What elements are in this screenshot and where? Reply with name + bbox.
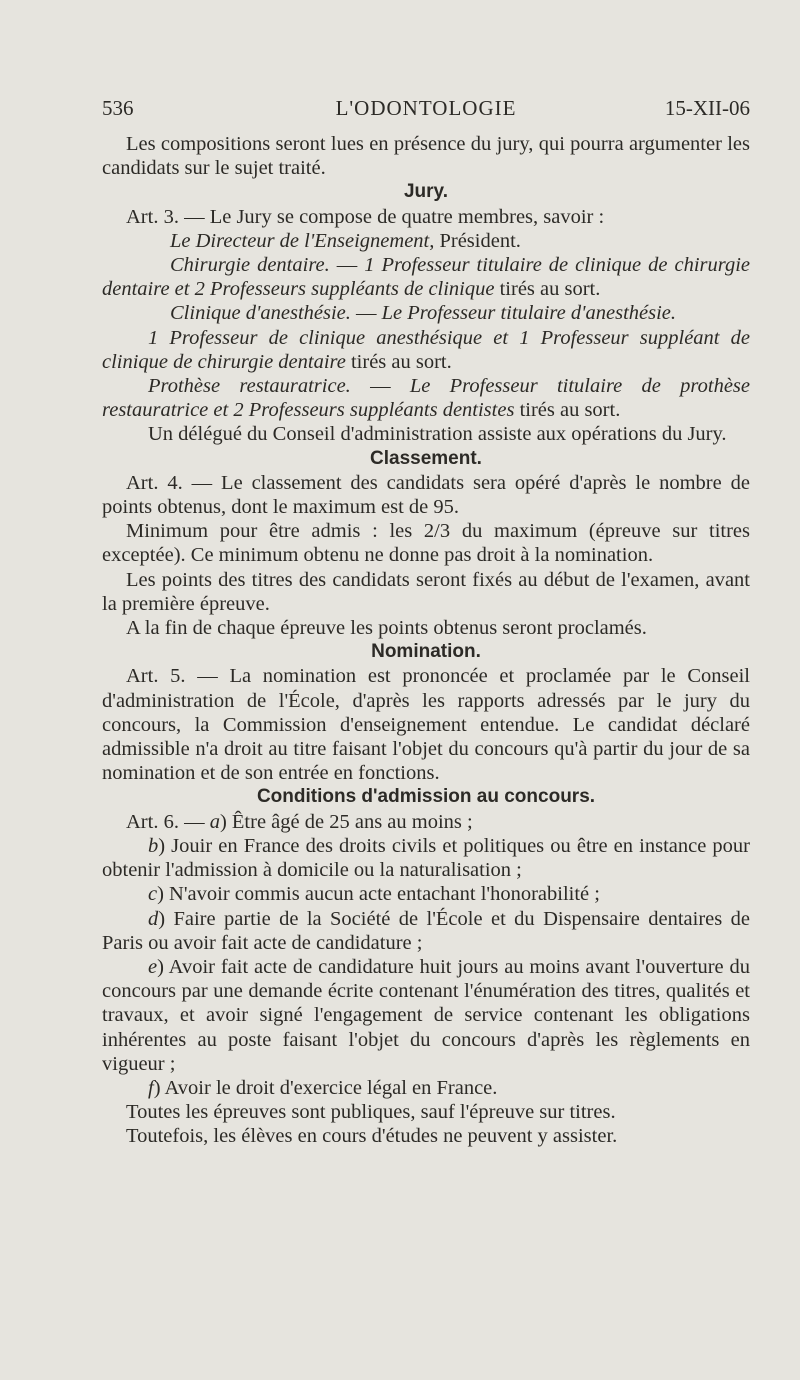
running-header [102,96,750,126]
condition-d [102,907,750,955]
condition-text: ) Avoir le droit d'exercice légal en France. [153,1076,498,1099]
jury-anesthesie-2 [102,326,750,374]
intro-paragraph: Les compositions seront lues en présence du jury, qui pourra argumenter les candidats sur le sujet traité. [102,133,750,180]
article-3: Art. 3. — Le Jury se compose de quatre membres, savoir : [126,205,605,228]
chirurgie-members: 1 Professeur titulaire de clinique de chirurgie dentaire et 2 Professeurs suppléants de clinique [102,254,751,301]
president-title: Président. [434,229,521,252]
jury-president [102,229,750,253]
anesthesie-members-2: 1 Professeur de clinique anesthésique et 1 Professeur suppléant de clinique de chirurgie dentaire [102,326,750,373]
jury-anesthesie [102,301,750,325]
condition-text: ) Avoir fait acte de candidature huit jours au moins avant l'ouverture du concours par une demande écrite contenant l'énumération des titres, qualités et travaux, et avoir signé l'engagement de service contenant les obligations inhérentes au poste faisant l'objet du concours d'après les règlements en vigueur ; [102,955,750,1075]
condition-text: ) Faire partie de la Société de l'École et du Dispensaire dentaires de Paris ou avoir fait acte de candidature ; [102,907,750,954]
minimum-paragraph: Minimum pour être admis : les 2/3 du maximum (épreuve sur titres exceptée). Ce minimum obtenu ne donne pas droit à la nomination. [102,520,750,567]
students-paragraph: Toutefois, les élèves en cours d'études ne peuvent y assister. [126,1125,618,1148]
anesthesie-sep: — [350,302,382,325]
proclamation-paragraph: A la fin de chaque épreuve les points obtenus seront proclamés. [126,617,647,640]
prothese-members: Le Professeur titulaire de prothèse restauratrice et 2 Professeurs suppléants dentistes [102,375,751,422]
article-5: Art. 5. — La nomination est prononcée et proclamée par le Conseil d'administration de l'École, d'après les rapports adressés par le jury du concours, la Commission d'enseignement entendue. Le candidat déclaré admissible n'a droit au titre faisant l'objet du concours qu'à partir du jour de sa nomination et de son entrée en fonctions. [102,665,750,785]
condition-text: ) Jouir en France des droits civils et politiques ou être en instance pour obtenir l'admission à domicile ou la naturalisation ; [102,834,750,882]
titres-paragraph: Les points des titres des candidats seront fixés au début de l'examen, avant la première épreuve. [102,568,750,615]
condition-letter: b [148,834,159,857]
condition-f [102,1076,750,1100]
section-heading-nomination: Nomination. [371,641,481,663]
condition-c [102,882,750,906]
anesthesie-member: Le Professeur titulaire d'anesthésie. [381,302,677,325]
condition-letter: c [148,883,158,906]
jury-delegate: Un délégué du Conseil d'administration assiste aux opérations du Jury. [148,423,727,446]
issue-date: 15-XII-06 [664,96,750,120]
condition-text: ) N'avoir commis aucun acte entachant l'honorabilité ; [157,883,600,906]
journal-title: L'ODONTOLOGIE [335,96,517,120]
condition-letter: a [209,810,220,833]
section-heading-classement: Classement. [370,447,482,469]
page-number: 536 [102,96,134,120]
chirurgie-label: Chirurgie dentaire. [170,254,330,277]
section-heading-jury: Jury. [403,181,448,203]
anesthesie-label: Clinique d'anesthésie. [170,302,351,325]
condition-e [102,955,750,1076]
anesthesie-tail: tirés au sort. [345,350,452,373]
condition-b [102,834,750,882]
jury-chirurgie [102,253,750,301]
article-4: Art. 4. — Le classement des candidats sera opéré d'après le nombre de points obtenus, dont le maximum est de 95. [102,471,750,519]
condition-a [102,810,750,834]
condition-letter: e [148,955,158,978]
prothese-tail: tirés au sort. [514,399,621,422]
prothese-label: Prothèse restauratrice. [148,375,351,398]
chirurgie-sep: — [329,254,365,277]
condition-letter: f [148,1076,154,1099]
public-paragraph: Toutes les épreuves sont publiques, sauf l'épreuve sur titres. [126,1101,616,1124]
article-6-prefix: Art. 6. — [126,810,210,833]
president-role: Le Directeur de l'Enseignement, [170,229,435,252]
condition-text: ) Être âgé de 25 ans au moins ; [219,810,473,833]
prothese-sep: — [350,375,410,398]
jury-prothese [102,374,750,422]
section-heading-conditions: Conditions d'admission au concours. [256,786,596,808]
chirurgie-tail: tirés au sort. [494,278,601,301]
page-body [102,132,750,1149]
condition-letter: d [148,907,159,930]
